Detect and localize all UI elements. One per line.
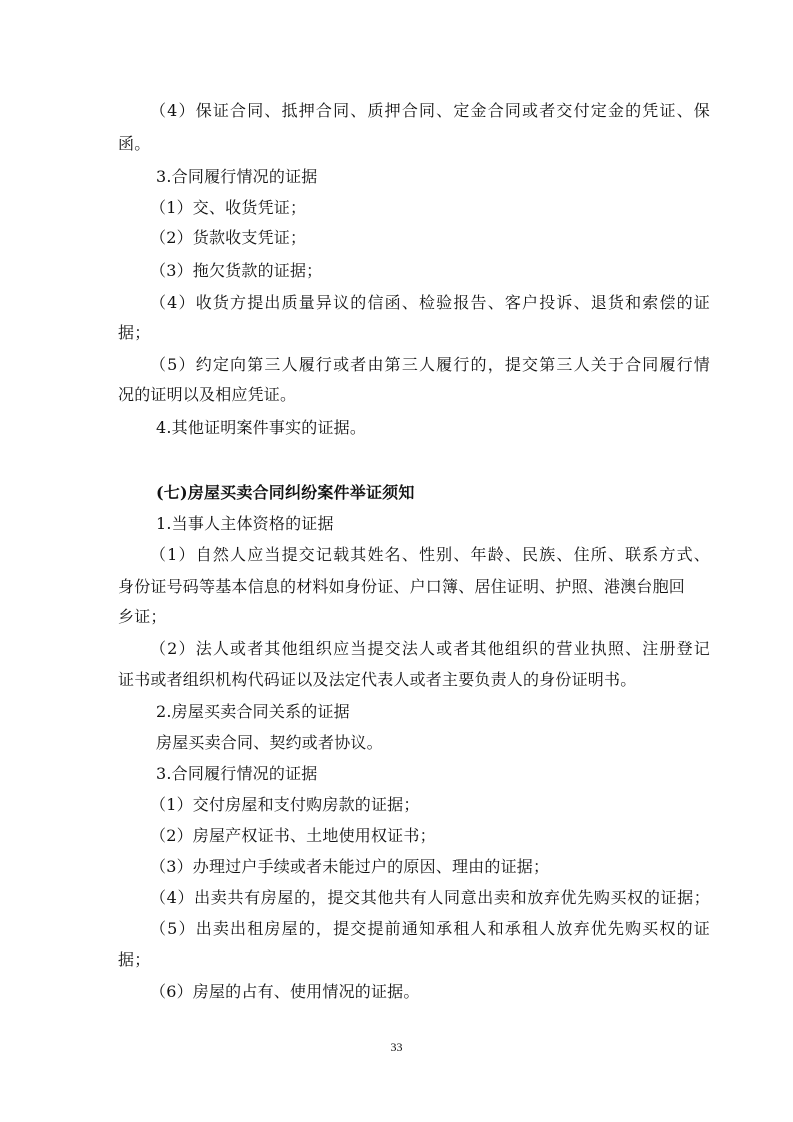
- list-item: （3）拖欠货款的证据；: [150, 261, 323, 280]
- paragraph-line: （4）保证合同、抵押合同、质押合同、定金合同或者交付定金的凭证、保: [150, 101, 710, 120]
- paragraph-line: 函。: [118, 134, 151, 153]
- paragraph-line: 据；: [118, 950, 151, 969]
- list-item: （3）办理过户手续或者未能过户的原因、理由的证据；: [150, 857, 550, 876]
- list-item: （5）出卖出租房屋的，提交提前通知承租人和承租人放弃优先购买权的证: [150, 919, 710, 938]
- paragraph-line: 乡证；: [118, 607, 167, 626]
- paragraph-line: 证书或者组织机构代码证以及法定代表人或者主要负责人的身份证明书。: [118, 670, 637, 689]
- section-heading: 1.当事人主体资格的证据: [156, 514, 334, 533]
- chapter-heading: (七)房屋买卖合同纠纷案件举证须知: [156, 483, 415, 502]
- list-item: （1）交、收货凭证；: [150, 198, 307, 217]
- section-heading: 2.房屋买卖合同关系的证据: [156, 702, 350, 721]
- list-item: （2）法人或者其他组织应当提交法人或者其他组织的营业执照、注册登记: [150, 639, 710, 658]
- section-heading: 4.其他证明案件事实的证据。: [156, 418, 367, 437]
- section-heading: 3.合同履行情况的证据: [156, 764, 318, 783]
- list-item: （5）约定向第三人履行或者由第三人履行的，提交第三人关于合同履行情: [150, 355, 710, 374]
- list-item: （2）房屋产权证书、土地使用权证书；: [150, 826, 436, 845]
- list-item: （1）交付房屋和支付购房款的证据；: [150, 795, 420, 814]
- paragraph-line: 身份证号码等基本信息的材料如身份证、户口簿、居住证明、护照、港澳台胞回: [118, 577, 686, 596]
- page-number: 33: [390, 1040, 403, 1054]
- list-item: （6）房屋的占有、使用情况的证据。: [150, 982, 420, 1001]
- list-item: （2）货款收支凭证；: [150, 228, 307, 247]
- list-item: （4）出卖共有房屋的，提交其他共有人同意出卖和放弃优先购买权的证据；: [150, 888, 710, 907]
- list-item: （4）收货方提出质量异议的信函、检验报告、客户投诉、退货和索偿的证: [150, 293, 710, 312]
- paragraph-line: 据；: [118, 323, 151, 342]
- section-heading: 3.合同履行情况的证据: [156, 167, 318, 186]
- list-item: （1）自然人应当提交记载其姓名、性别、年龄、民族、住所、联系方式、: [150, 545, 710, 564]
- paragraph-line: 况的证明以及相应凭证。: [118, 385, 297, 404]
- paragraph-line: 房屋买卖合同、契约或者协议。: [156, 733, 383, 752]
